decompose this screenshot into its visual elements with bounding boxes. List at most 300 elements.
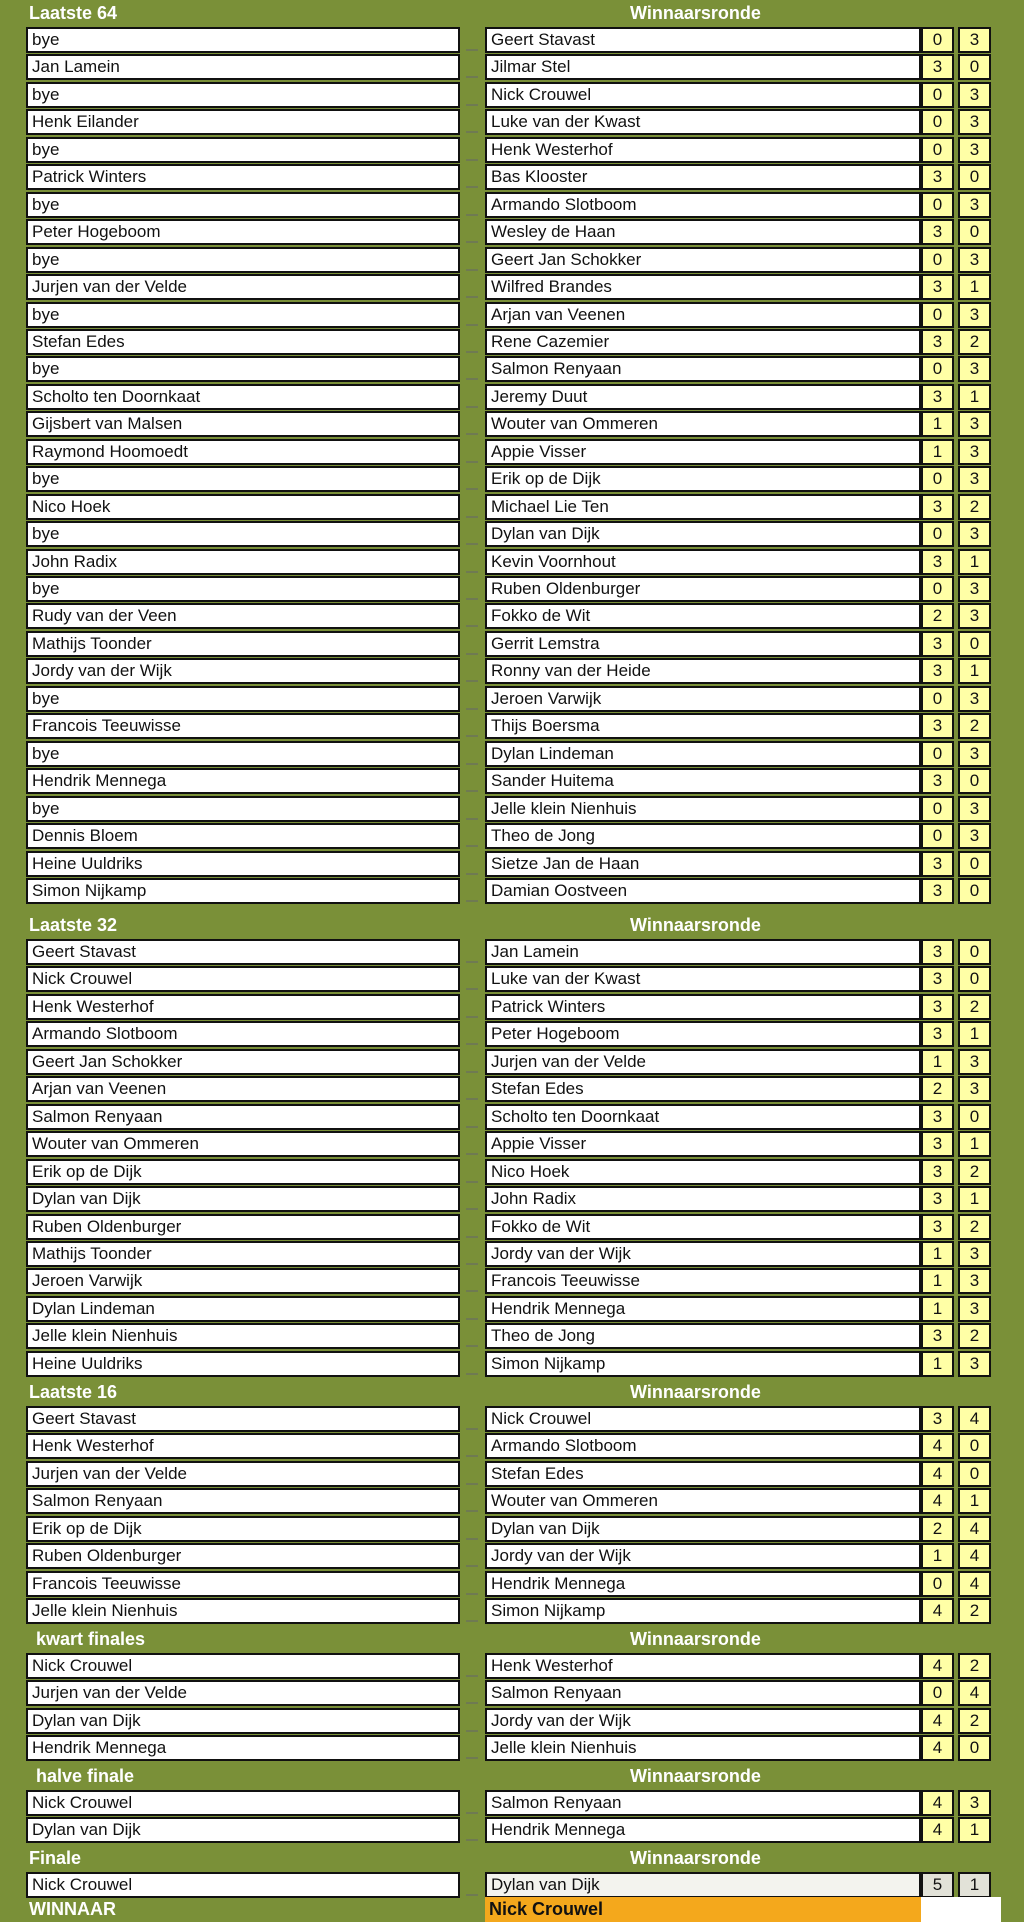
score-left: 3 (921, 164, 954, 190)
score-left: 3 (921, 1406, 954, 1432)
player-left-cell: Jan Lamein (26, 54, 460, 80)
player-right-cell: Nico Hoek (485, 1159, 921, 1185)
score-right: 2 (958, 1653, 991, 1679)
score-right: 3 (958, 603, 991, 629)
match-connector (466, 653, 478, 655)
score-left: 0 (921, 247, 954, 273)
player-left-cell: bye (26, 521, 460, 547)
player-left-cell: Salmon Renyaan (26, 1104, 460, 1130)
score-right: 4 (958, 1516, 991, 1542)
match-connector (466, 598, 478, 600)
score-left: 4 (921, 1735, 954, 1761)
score-right: 3 (958, 1241, 991, 1267)
score-left: 3 (921, 1214, 954, 1240)
player-right-cell: Jelle klein Nienhuis (485, 796, 921, 822)
section-title: kwart finales (36, 1629, 146, 1649)
player-left-cell: Peter Hogeboom (26, 219, 460, 245)
score-right: 3 (958, 137, 991, 163)
score-right: 3 (958, 82, 991, 108)
player-right-cell: Dylan van Dijk (485, 1872, 921, 1898)
player-right-cell: Sander Huitema (485, 768, 921, 794)
score-right: 3 (958, 1351, 991, 1377)
player-left-cell: Jurjen van der Velde (26, 1461, 460, 1487)
player-left-cell: Ruben Oldenburger (26, 1543, 460, 1569)
player-right-cell: Nick Crouwel (485, 1406, 921, 1432)
match-connector (466, 1702, 478, 1704)
section-subtitle: Winnaarsronde (630, 1382, 761, 1402)
score-left: 1 (921, 1268, 954, 1294)
score-right: 0 (958, 878, 991, 904)
match-connector (466, 763, 478, 765)
section-title: Laatste 16 (29, 1382, 118, 1402)
player-left-cell: Rudy van der Veen (26, 603, 460, 629)
score-right: 1 (958, 384, 991, 410)
match-connector (466, 1181, 478, 1183)
score-left: 3 (921, 631, 954, 657)
score-right: 0 (958, 1735, 991, 1761)
match-connector (466, 961, 478, 963)
score-left: 1 (921, 439, 954, 465)
player-right-cell: Michael Lie Ten (485, 494, 921, 520)
score-left: 0 (921, 356, 954, 382)
player-right-cell: Jordy van der Wijk (485, 1708, 921, 1734)
player-right-cell: Nick Crouwel (485, 82, 921, 108)
score-left: 4 (921, 1817, 954, 1843)
score-left: 2 (921, 1076, 954, 1102)
player-right-cell: John Radix (485, 1186, 921, 1212)
score-right: 3 (958, 576, 991, 602)
player-right-cell: Kevin Voornhout (485, 549, 921, 575)
match-connector (466, 1290, 478, 1292)
player-right-cell: Salmon Renyaan (485, 1680, 921, 1706)
player-left-cell: bye (26, 796, 460, 822)
player-right-cell: Gerrit Lemstra (485, 631, 921, 657)
player-left-cell: Henk Westerhof (26, 1433, 460, 1459)
score-right: 2 (958, 1323, 991, 1349)
match-connector (466, 1593, 478, 1595)
score-right: 1 (958, 274, 991, 300)
match-connector (466, 296, 478, 298)
score-right: 3 (958, 439, 991, 465)
score-left: 0 (921, 686, 954, 712)
player-right-cell: Francois Teeuwisse (485, 1268, 921, 1294)
player-right-cell: Luke van der Kwast (485, 109, 921, 135)
score-left: 2 (921, 1516, 954, 1542)
player-left-cell: Salmon Renyaan (26, 1488, 460, 1514)
player-right-cell: Stefan Edes (485, 1076, 921, 1102)
match-connector (466, 1345, 478, 1347)
match-connector (466, 131, 478, 133)
player-left-cell: Mathijs Toonder (26, 631, 460, 657)
winner-name: Nick Crouwel (485, 1897, 921, 1922)
score-right: 3 (958, 411, 991, 437)
match-connector (466, 1318, 478, 1320)
player-left-cell: Geert Stavast (26, 1406, 460, 1432)
section-header (0, 912, 1024, 940)
player-right-cell: Salmon Renyaan (485, 356, 921, 382)
player-right-cell: Simon Nijkamp (485, 1598, 921, 1624)
score-left: 0 (921, 1571, 954, 1597)
score-right: 0 (958, 1104, 991, 1130)
player-right-cell: Thijs Boersma (485, 713, 921, 739)
score-right: 1 (958, 1872, 991, 1898)
player-right-cell: Dylan van Dijk (485, 521, 921, 547)
match-connector (466, 1208, 478, 1210)
score-right: 1 (958, 1131, 991, 1157)
player-right-cell: Wesley de Haan (485, 219, 921, 245)
player-left-cell: bye (26, 137, 460, 163)
player-left-cell: Nico Hoek (26, 494, 460, 520)
match-connector (466, 1757, 478, 1759)
player-left-cell: Jelle klein Nienhuis (26, 1323, 460, 1349)
player-right-cell: Appie Visser (485, 1131, 921, 1157)
score-right: 2 (958, 1159, 991, 1185)
match-connector (466, 571, 478, 573)
section-title: Laatste 32 (29, 915, 118, 935)
score-left: 1 (921, 1351, 954, 1377)
player-right-cell: Sietze Jan de Haan (485, 851, 921, 877)
player-right-cell: Jeremy Duut (485, 384, 921, 410)
player-left-cell: Armando Slotboom (26, 1021, 460, 1047)
player-left-cell: bye (26, 686, 460, 712)
player-right-cell: Jilmar Stel (485, 54, 921, 80)
score-left: 3 (921, 494, 954, 520)
player-right-cell: Jan Lamein (485, 939, 921, 965)
match-connector (466, 845, 478, 847)
match-connector (466, 818, 478, 820)
score-right: 3 (958, 741, 991, 767)
section-header (0, 1763, 1024, 1791)
score-right: 0 (958, 1461, 991, 1487)
score-right: 3 (958, 796, 991, 822)
player-right-cell: Patrick Winters (485, 994, 921, 1020)
score-left: 0 (921, 576, 954, 602)
match-connector (466, 1043, 478, 1045)
player-right-cell: Wouter van Ommeren (485, 411, 921, 437)
match-connector (466, 488, 478, 490)
player-right-cell: Scholto ten Doornkaat (485, 1104, 921, 1130)
score-right: 3 (958, 1049, 991, 1075)
match-connector (466, 543, 478, 545)
player-left-cell: Heine Uuldriks (26, 851, 460, 877)
score-left: 3 (921, 768, 954, 794)
score-right: 2 (958, 329, 991, 355)
player-left-cell: Ruben Oldenburger (26, 1214, 460, 1240)
player-right-cell: Jordy van der Wijk (485, 1543, 921, 1569)
match-connector (466, 269, 478, 271)
player-left-cell: Nick Crouwel (26, 966, 460, 992)
player-right-cell: Fokko de Wit (485, 1214, 921, 1240)
score-left: 3 (921, 878, 954, 904)
match-connector (466, 406, 478, 408)
player-left-cell: Jordy van der Wijk (26, 658, 460, 684)
match-connector (466, 104, 478, 106)
score-right: 2 (958, 1708, 991, 1734)
score-right: 2 (958, 1214, 991, 1240)
match-connector (466, 186, 478, 188)
section-title: halve finale (36, 1766, 135, 1786)
score-right: 4 (958, 1680, 991, 1706)
player-left-cell: Jeroen Varwijk (26, 1268, 460, 1294)
player-right-cell: Geert Jan Schokker (485, 247, 921, 273)
section-header (0, 1845, 1024, 1873)
score-right: 3 (958, 27, 991, 53)
player-right-cell: Erik op de Dijk (485, 466, 921, 492)
score-left: 3 (921, 966, 954, 992)
score-left: 3 (921, 1131, 954, 1157)
score-left: 3 (921, 219, 954, 245)
score-right: 3 (958, 686, 991, 712)
match-connector (466, 735, 478, 737)
score-right: 3 (958, 466, 991, 492)
score-right: 0 (958, 164, 991, 190)
player-left-cell: Dylan van Dijk (26, 1708, 460, 1734)
score-right: 3 (958, 302, 991, 328)
match-connector (466, 1675, 478, 1677)
score-left: 1 (921, 1296, 954, 1322)
match-connector (466, 1373, 478, 1375)
match-connector (466, 1428, 478, 1430)
player-left-cell: Dennis Bloem (26, 823, 460, 849)
score-right: 0 (958, 966, 991, 992)
match-connector (466, 873, 478, 875)
match-connector (466, 214, 478, 216)
match-connector (466, 1153, 478, 1155)
score-right: 3 (958, 1790, 991, 1816)
player-left-cell: bye (26, 302, 460, 328)
player-left-cell: Mathijs Toonder (26, 1241, 460, 1267)
score-right: 3 (958, 1296, 991, 1322)
match-connector (466, 351, 478, 353)
section-title: Laatste 64 (29, 3, 118, 23)
score-right: 2 (958, 994, 991, 1020)
player-right-cell: Ronny van der Heide (485, 658, 921, 684)
score-left: 3 (921, 329, 954, 355)
player-left-cell: Jurjen van der Velde (26, 274, 460, 300)
player-right-cell: Damian Oostveen (485, 878, 921, 904)
player-right-cell: Hendrik Mennega (485, 1296, 921, 1322)
winner-label: WINNAAR (29, 1899, 116, 1919)
score-left: 0 (921, 796, 954, 822)
score-left: 1 (921, 1049, 954, 1075)
score-left: 2 (921, 603, 954, 629)
score-left: 3 (921, 658, 954, 684)
player-left-cell: Nick Crouwel (26, 1790, 460, 1816)
player-right-cell: Wouter van Ommeren (485, 1488, 921, 1514)
player-right-cell: Armando Slotboom (485, 1433, 921, 1459)
match-connector (466, 516, 478, 518)
player-right-cell: Dylan Lindeman (485, 741, 921, 767)
score-right: 4 (958, 1543, 991, 1569)
player-left-cell: Henk Westerhof (26, 994, 460, 1020)
player-right-cell: Peter Hogeboom (485, 1021, 921, 1047)
player-left-cell: bye (26, 576, 460, 602)
section-subtitle: Winnaarsronde (630, 1848, 761, 1868)
score-left: 4 (921, 1708, 954, 1734)
player-right-cell: Dylan van Dijk (485, 1516, 921, 1542)
player-left-cell: Stefan Edes (26, 329, 460, 355)
score-left: 3 (921, 851, 954, 877)
player-left-cell: Dylan van Dijk (26, 1186, 460, 1212)
player-right-cell: Theo de Jong (485, 823, 921, 849)
player-right-cell: Rene Cazemier (485, 329, 921, 355)
score-left: 3 (921, 994, 954, 1020)
match-connector (466, 1483, 478, 1485)
player-left-cell: Henk Eilander (26, 109, 460, 135)
section-header (0, 0, 1024, 28)
player-right-cell: Jurjen van der Velde (485, 1049, 921, 1075)
match-connector (466, 49, 478, 51)
score-right: 0 (958, 54, 991, 80)
player-right-cell: Appie Visser (485, 439, 921, 465)
player-left-cell: Jurjen van der Velde (26, 1680, 460, 1706)
score-left: 0 (921, 192, 954, 218)
player-left-cell: Wouter van Ommeren (26, 1131, 460, 1157)
player-right-cell: Henk Westerhof (485, 137, 921, 163)
score-left: 1 (921, 1241, 954, 1267)
score-left: 0 (921, 302, 954, 328)
player-left-cell: Erik op de Dijk (26, 1159, 460, 1185)
score-left: 3 (921, 54, 954, 80)
player-right-cell: Jordy van der Wijk (485, 1241, 921, 1267)
player-left-cell: Francois Teeuwisse (26, 713, 460, 739)
section-subtitle: Winnaarsronde (630, 3, 761, 23)
player-left-cell: Raymond Hoomoedt (26, 439, 460, 465)
match-connector (466, 1620, 478, 1622)
score-right: 2 (958, 1598, 991, 1624)
score-left: 0 (921, 82, 954, 108)
score-left: 3 (921, 939, 954, 965)
player-right-cell: Wilfred Brandes (485, 274, 921, 300)
score-left: 0 (921, 109, 954, 135)
player-left-cell: Erik op de Dijk (26, 1516, 460, 1542)
score-left: 0 (921, 27, 954, 53)
score-left: 4 (921, 1433, 954, 1459)
match-connector (466, 1236, 478, 1238)
score-left: 0 (921, 466, 954, 492)
score-right: 1 (958, 549, 991, 575)
score-right: 0 (958, 1433, 991, 1459)
player-left-cell: bye (26, 356, 460, 382)
player-right-cell: Simon Nijkamp (485, 1351, 921, 1377)
player-left-cell: Heine Uuldriks (26, 1351, 460, 1377)
player-right-cell: Salmon Renyaan (485, 1790, 921, 1816)
player-right-cell: Geert Stavast (485, 27, 921, 53)
score-left: 4 (921, 1461, 954, 1487)
player-left-cell: Hendrik Mennega (26, 1735, 460, 1761)
score-right: 3 (958, 109, 991, 135)
player-left-cell: Gijsbert van Malsen (26, 411, 460, 437)
player-right-cell: Fokko de Wit (485, 603, 921, 629)
player-right-cell: Luke van der Kwast (485, 966, 921, 992)
score-right: 0 (958, 939, 991, 965)
player-left-cell: Simon Nijkamp (26, 878, 460, 904)
match-connector (466, 76, 478, 78)
match-connector (466, 1839, 478, 1841)
score-right: 2 (958, 713, 991, 739)
score-left: 3 (921, 384, 954, 410)
match-connector (466, 900, 478, 902)
score-left: 0 (921, 741, 954, 767)
player-left-cell: John Radix (26, 549, 460, 575)
score-right: 1 (958, 1488, 991, 1514)
match-connector (466, 1812, 478, 1814)
player-right-cell: Theo de Jong (485, 1323, 921, 1349)
score-left: 3 (921, 1104, 954, 1130)
match-connector (466, 1730, 478, 1732)
score-left: 5 (921, 1872, 954, 1898)
score-right: 0 (958, 219, 991, 245)
score-left: 3 (921, 1323, 954, 1349)
player-left-cell: bye (26, 192, 460, 218)
player-right-cell: Henk Westerhof (485, 1653, 921, 1679)
player-left-cell: Hendrik Mennega (26, 768, 460, 794)
player-left-cell: Patrick Winters (26, 164, 460, 190)
match-connector (466, 159, 478, 161)
score-left: 3 (921, 549, 954, 575)
match-connector (466, 625, 478, 627)
match-connector (466, 324, 478, 326)
score-right: 1 (958, 1186, 991, 1212)
section-header (0, 1379, 1024, 1407)
match-connector (466, 988, 478, 990)
match-connector (466, 1126, 478, 1128)
player-left-cell: Dylan van Dijk (26, 1817, 460, 1843)
winner-blank-cell (921, 1897, 1001, 1922)
score-left: 0 (921, 1680, 954, 1706)
score-left: 0 (921, 521, 954, 547)
player-right-cell: Ruben Oldenburger (485, 576, 921, 602)
player-left-cell: bye (26, 466, 460, 492)
score-right: 3 (958, 1076, 991, 1102)
score-right: 2 (958, 494, 991, 520)
player-left-cell: Scholto ten Doornkaat (26, 384, 460, 410)
player-left-cell: bye (26, 741, 460, 767)
match-connector (466, 790, 478, 792)
player-right-cell: Armando Slotboom (485, 192, 921, 218)
section-subtitle: Winnaarsronde (630, 1629, 761, 1649)
player-left-cell: Geert Jan Schokker (26, 1049, 460, 1075)
match-connector (466, 1071, 478, 1073)
score-right: 3 (958, 192, 991, 218)
player-left-cell: Nick Crouwel (26, 1872, 460, 1898)
player-left-cell: Geert Stavast (26, 939, 460, 965)
section-subtitle: Winnaarsronde (630, 1766, 761, 1786)
player-left-cell: Jelle klein Nienhuis (26, 1598, 460, 1624)
score-right: 3 (958, 247, 991, 273)
score-left: 3 (921, 713, 954, 739)
player-right-cell: Hendrik Mennega (485, 1571, 921, 1597)
score-left: 4 (921, 1488, 954, 1514)
match-connector (466, 378, 478, 380)
player-left-cell: Nick Crouwel (26, 1653, 460, 1679)
score-right: 3 (958, 823, 991, 849)
score-right: 4 (958, 1406, 991, 1432)
score-right: 3 (958, 1268, 991, 1294)
player-left-cell: bye (26, 82, 460, 108)
match-connector (466, 1510, 478, 1512)
score-left: 4 (921, 1790, 954, 1816)
match-connector (466, 1098, 478, 1100)
player-right-cell: Hendrik Mennega (485, 1817, 921, 1843)
match-connector (466, 1538, 478, 1540)
score-left: 4 (921, 1653, 954, 1679)
match-connector (466, 1894, 478, 1896)
score-left: 0 (921, 823, 954, 849)
player-right-cell: Stefan Edes (485, 1461, 921, 1487)
match-connector (466, 433, 478, 435)
score-left: 4 (921, 1598, 954, 1624)
